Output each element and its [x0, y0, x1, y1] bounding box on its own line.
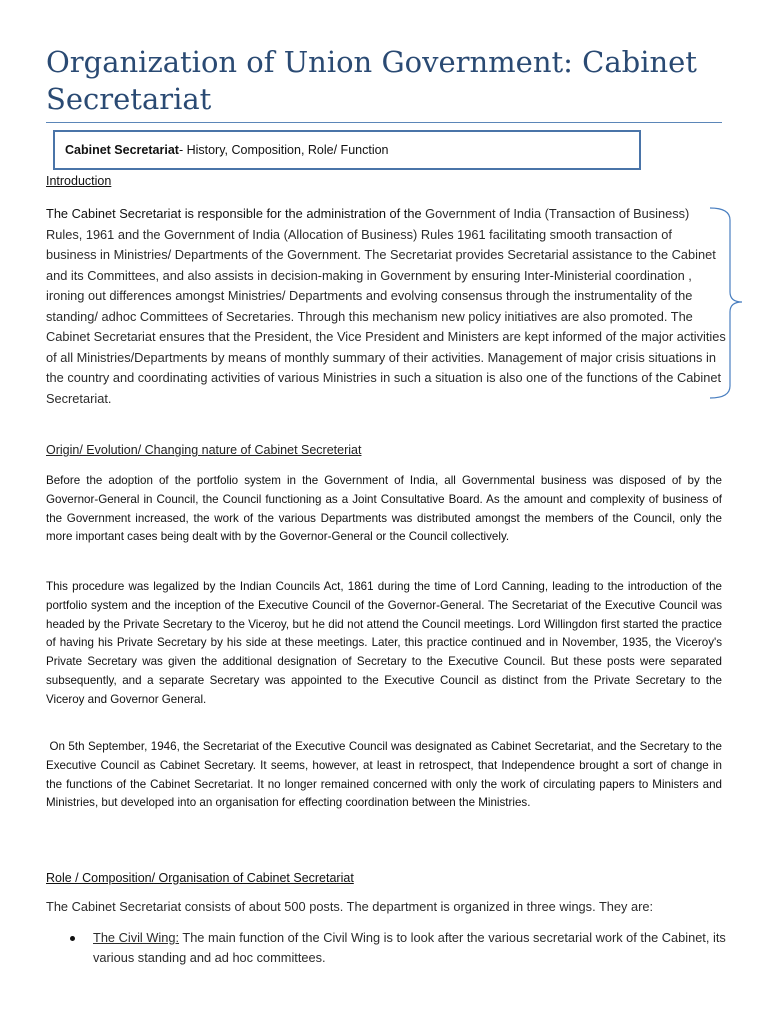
list-item	[66, 928, 726, 968]
origin-heading: Origin/ Evolution/ Changing nature of Cabinet Secreteriat	[46, 443, 362, 457]
origin-paragraph-1: Before the adoption of the portfolio system in the Government of India, all Governmental business was disposed of by the Governor-General in Council, the Council functioning as a Joint Consultative Board. As the amount and complexity of business of the Government increased, the work of the various Departments was distributed amongst the members of the Council, only the more important cases being dealt with by the Governor-General or the Council collectively.	[46, 474, 722, 544]
subtitle-rest: - History, Composition, Role/ Function	[178, 143, 389, 157]
subtitle-bold: Cabinet Secretariat	[65, 143, 179, 157]
introduction-body: Government of India (Transaction of Business) Rules, 1961 and the Government of India (Allocation of Business) Rules 1961 facilitating smooth transaction of business in Ministries/ Departments of the Government. The Secretariat provides Secretarial assistance to the Cabinet and its Committees, and also assists in decision-making in Government by ensuring Inter-Ministerial coordination , ironing out differences amongst Ministries/ Departments and evolving consensus through the instrumentality of the standing/ adhoc Committees of Secretaries. Through this mechanism new policy initiatives are also promoted. The Cabinet Secretariat ensures that the President, the Vice President and Ministers are kept informed of the major activities of all Ministries/Departments by means of monthly summary of their activities. Management of major crisis situations in the country and coordinating activities of various Ministries in such a situation is also one of the functions of the Cabinet Secretariat.	[46, 206, 726, 406]
subtitle-box	[53, 130, 641, 170]
wings-list	[66, 928, 726, 968]
civil-wing-label: The Civil Wing:	[93, 930, 180, 945]
page-title: Organization of Union Government: Cabinet Secretariat	[46, 45, 697, 116]
origin-paragraph-2: This procedure was legalized by the Indian Councils Act, 1861 during the time of Lord Canning, leading to the introduction of the portfolio system and the inception of the Executive Council of the Governor-General. The Secretariat of the Executive Council was headed by the Private Secretary to the Viceroy, but he did not attend the Council meetings. Lord Willingdon first started the practice of having his Private Secretary by his side at these meetings. Later, this practice continued and in November, 1935, the Viceroy's Private Secretary was given the additional designation of Secretary to the Executive Council. But these posts were separated subsequently, and a separate Secretary was appointed to the Executive Council as distinct from the Private Secretary to the Viceroy and Governor General.	[46, 580, 722, 706]
title-divider	[46, 122, 722, 123]
role-heading: Role / Composition/ Organisation of Cabinet Secretariat	[46, 871, 354, 885]
civil-wing-text: The main function of the Civil Wing is to look after the various secretarial work of the Cabinet, its various standing and ad hoc committees.	[93, 930, 726, 965]
bracket-annotation	[708, 206, 748, 402]
introduction-lead: The Cabinet Secretariat is responsible for the administration of the	[46, 206, 426, 221]
bullet-icon	[70, 936, 75, 941]
role-paragraph-1: The Cabinet Secretariat consists of about 500 posts. The department is organized in three wings. They are:	[46, 899, 654, 914]
origin-paragraph-3: On 5th September, 1946, the Secretariat of the Executive Council was designated as Cabinet Secretariat, and the Secretary to the Executive Council as Cabinet Secretary. It seems, however, at least in retrospect, that Independence brought a sort of change in the functions of the Cabinet Secretariat. It no longer remained concerned with only the work of circulating papers to Ministers and Ministries, but developed into an organisation for effecting coordination between the Ministries.	[46, 740, 726, 810]
introduction-paragraph	[46, 204, 726, 409]
introduction-heading: Introduction	[46, 174, 112, 188]
